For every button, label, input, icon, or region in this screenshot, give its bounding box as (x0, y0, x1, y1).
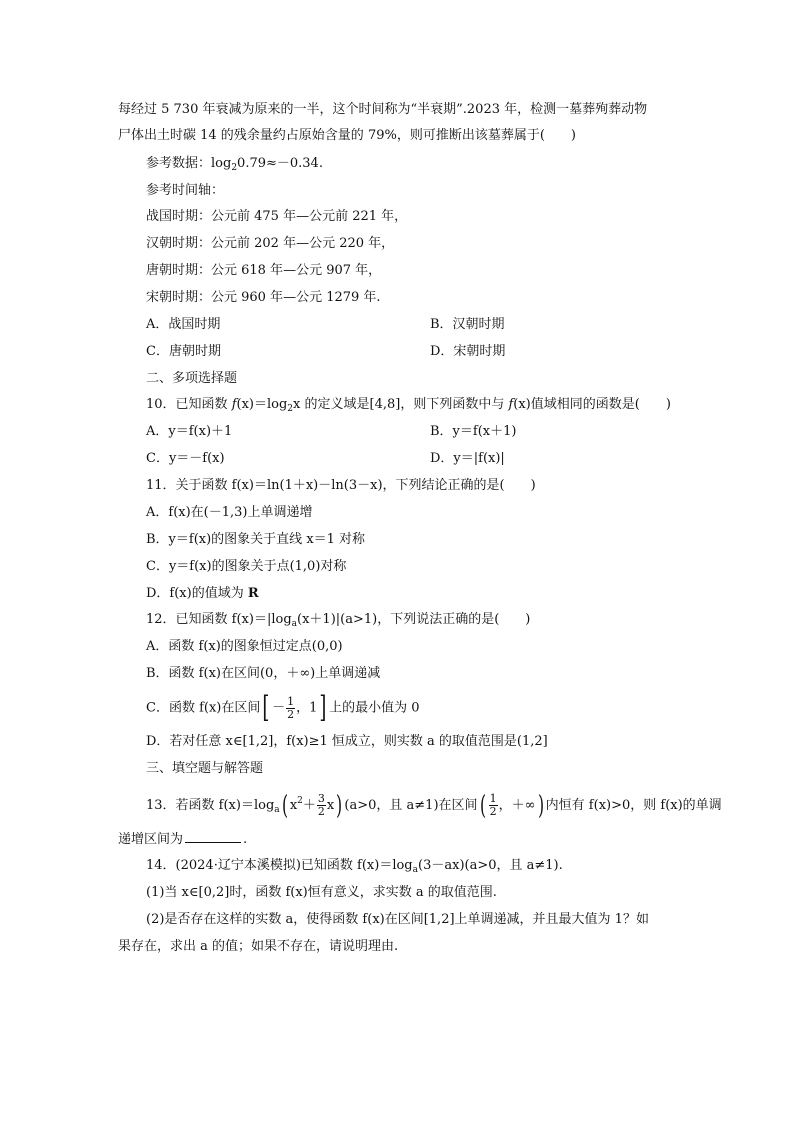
q13-stem: 13．若函数 $f(x)=\log_a$( $x^2+$ $\frac{3}{2}$ x) (a>0，且 a≠1)在区间( $\frac{1}{2}$ ，＋∞) 内恒有 f(x)>0，则 f(x)的单调 (146, 790, 722, 821)
fraction-one-half-interval: $\frac{1}{2}$ (489, 792, 497, 818)
q12-option-d: D．若对任意 x∈[1,2]，f(x)≥1 恒成立，则实数 a 的取值范围是(1,2] (146, 734, 548, 749)
q9-option-a: A．战国时期 (146, 317, 221, 332)
q9-line-1: 每经过 5 730 年衰减为原来的一半，这个时间称为“半衰期”.2023 年，检测一墓葬殉葬动物 (118, 102, 648, 117)
q10-option-b: B．y＝f(x＋1) (430, 424, 517, 439)
q9-timeline-song: 宋朝时期：公元 960 年—公元 1279 年. (146, 290, 381, 305)
q14-part-2-line-2: 果存在，求出 a 的值；如果不存在，请说明理由. (118, 939, 399, 954)
fraction-one-half: $\frac{1}{2}$ (287, 694, 295, 721)
q13-line-2: 递增区间为 . (118, 832, 248, 847)
q11-option-c: C．y＝f(x)的图象关于点(1,0)对称 (146, 559, 347, 574)
section-3-title: 三、填空题与解答题 (146, 761, 264, 776)
q11-option-b: B．y＝f(x)的图象关于直线 x＝1 对称 (146, 532, 366, 547)
q9-reference-data: 参考数据：$\log_20.79\approx-0.34$. (146, 156, 323, 173)
q11-option-d: D．f(x)的值域为 R (146, 586, 259, 601)
section-2-title: 二、多项选择题 (146, 371, 238, 386)
q9-timeline-warring-states: 战国时期：公元前 475 年—公元前 221 年， (146, 209, 408, 224)
q14-stem: 14．(2024·辽宁本溪模拟)已知函数 $f(x)=\log_a(3-ax)(a>0$，且 a≠1). (146, 858, 563, 875)
q12-option-b: B．函数 f(x)在区间(0，＋∞)上单调递减 (146, 666, 381, 681)
q10-stem: 10．已知函数 $f(x)=\log_2x$ 的定义域是[4,8]，则下列函数中与 f(x)值域相同的函数是( ) (146, 397, 671, 414)
q11-stem: 11．关于函数 f(x)＝ln(1＋x)－ln(3－x)，下列结论正确的是( ) (146, 478, 536, 493)
q9-timeline-han: 汉朝时期：公元前 202 年—公元 220 年， (146, 236, 395, 251)
q12-option-a: A．函数 f(x)的图象恒过定点(0,0) (146, 639, 343, 654)
q14-part-2-line-1: (2)是否存在这样的实数 a，使得函数 f(x)在区间[1,2]上单调递减，并且最大值为 1？如 (146, 912, 649, 927)
q10-option-a: A．y＝f(x)＋1 (146, 424, 233, 439)
q14-part-1: (1)当 x∈[0,2]时，函数 f(x)恒有意义，求实数 a 的取值范围. (146, 885, 497, 900)
q10-option-c: C．y＝－f(x) (146, 451, 225, 466)
q12-option-c: C．函数 f(x)在区间[ － $\frac{1}{2}$ ，1] 上的最小值为 0 (146, 690, 420, 725)
q9-option-d: D．宋朝时期 (430, 344, 506, 359)
q12-stem: 12．已知函数 $f(x)=|\log_a(x+1)|(a>1)$，下列说法正确的是( ) (146, 612, 531, 629)
q9-option-b: B．汉朝时期 (430, 317, 505, 332)
q9-timeline-label: 参考时间轴： (146, 183, 225, 198)
answer-blank[interactable] (185, 830, 241, 843)
q9-timeline-tang: 唐朝时期：公元 618 年—公元 907 年， (146, 263, 382, 278)
q10-option-d: D．y＝|f(x)| (430, 451, 505, 466)
q9-option-c: C．唐朝时期 (146, 344, 221, 359)
q9-line-2: 尸体出土时碳 14 的残余量约占原始含量的 79%，则可推断出该墓葬属于( ) (118, 128, 576, 143)
q11-option-a: A．f(x)在(－1,3)上单调递增 (146, 505, 313, 520)
fraction-three-halves: $\frac{3}{2}$ (317, 792, 325, 818)
